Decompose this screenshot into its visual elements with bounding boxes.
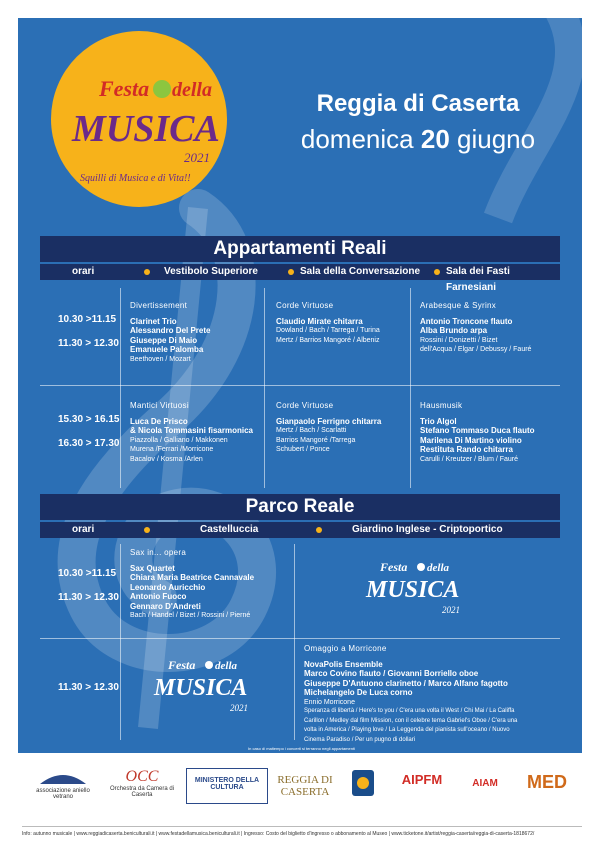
col-vestibolo: Vestibolo Superiore xyxy=(164,266,258,277)
concert-cell xyxy=(276,301,406,345)
performer: Antonio Troncone flauto xyxy=(420,316,513,326)
performer: Restituta Rando chitarra xyxy=(420,445,513,454)
performer: Emanuele Palomba xyxy=(130,345,204,354)
svg-text:2021: 2021 xyxy=(442,605,460,615)
header-bar-appartamenti xyxy=(40,264,560,293)
concert-heading: Mantici Virtuosi xyxy=(130,401,189,410)
composers: Rossini / Donizetti / Bizet xyxy=(420,336,498,344)
concert-cell xyxy=(276,401,406,455)
dot-icon xyxy=(288,269,294,275)
dot-icon xyxy=(434,269,440,275)
composers: Bach / Handel / Bizet / Rossini / Pierné xyxy=(130,612,251,619)
composers: Murena /Ferrari /Morricone xyxy=(130,446,214,453)
svg-text:MUSICA: MUSICA xyxy=(154,675,248,701)
composers: Bacalov / Kosma /Arlen xyxy=(130,455,203,463)
composers: Beethoven / Mozart xyxy=(130,355,191,363)
concert-heading: Corde Virtuose xyxy=(276,301,334,310)
dot-icon xyxy=(316,527,322,533)
sponsor-logo: AIPFM xyxy=(401,772,443,787)
performer: Stefano Tommaso Duca flauto xyxy=(420,426,535,435)
performer: Gianpaolo Ferrigno chitarra xyxy=(276,416,382,426)
sponsor-logo: MINISTERO DELLA CULTURA xyxy=(186,768,268,804)
sponsor-logo: MED xyxy=(527,772,567,792)
date-prefix: domenica xyxy=(300,124,414,154)
performer: Sax Quartet xyxy=(130,563,175,573)
logo-year: 2021 xyxy=(184,150,210,165)
col-giardino: Giardino Inglese - Criptoportico xyxy=(352,524,503,535)
title-block xyxy=(268,90,568,155)
time-slot: 11.30 > 12.30 xyxy=(58,592,119,603)
dot-icon xyxy=(144,527,150,533)
composers: Mertz / Bach / Scarlatti xyxy=(276,427,347,434)
performer: Trio Algol xyxy=(420,416,457,426)
date-day: 20 xyxy=(420,124,450,154)
date-suffix: giugno xyxy=(457,124,536,154)
svg-text:MUSICA: MUSICA xyxy=(366,577,460,603)
time-slot: 16.30 > 17.30 xyxy=(58,438,120,449)
concert-cell xyxy=(130,401,260,464)
concert-cell xyxy=(130,548,290,621)
performer: Antonio Fuoco xyxy=(130,592,187,601)
concert-heading: Hausmusik xyxy=(420,401,463,410)
pieces: Speranza di libertà / Here's to you / C'era una volta il West / Chi Mai / La Califfa xyxy=(304,708,515,714)
footer-info: Info: autunno musicale | www.reggiadicaserta.beniculturali.it | www.festadellamusica.beniculturali.it | Ingresso: Costo del biglietto d'ingresso o abbonamento al Museo | www.ticketone.it/artist/reggia-caserta/reggia-di-caserta-1818672/ xyxy=(22,826,582,837)
performer: Alessandro Del Prete xyxy=(130,326,211,335)
dot-icon xyxy=(144,269,150,275)
event-date xyxy=(268,124,568,155)
performer: Marco Covino flauto / Giovanni Borriello oboe xyxy=(304,669,479,678)
performer: Marilena Di Martino violino xyxy=(420,435,522,445)
composers: Piazzolla / Galliano / Makkonen xyxy=(130,436,228,444)
svg-text:della: della xyxy=(215,660,237,672)
performer: Giuseppe Di Maio xyxy=(130,335,198,345)
composers: Dowland / Bach / Tarrega / Turina xyxy=(276,327,380,334)
composers: Mertz / Barrios Mangoré / Albeniz xyxy=(276,336,380,344)
performer: Alba Brundo arpa xyxy=(420,326,488,335)
composers: dell'Acqua / Elgar / Debussy / Fauré xyxy=(420,346,532,353)
col-orari: orari xyxy=(72,524,95,535)
logo-word-della: della xyxy=(172,79,212,101)
concert-heading: Corde Virtuose xyxy=(276,401,334,410)
sponsor-row xyxy=(20,768,580,808)
performer: Leonardo Auricchio xyxy=(130,582,206,592)
logo-tagline: Squilli di Musica e di Vita!! xyxy=(80,173,191,184)
pieces: Carillon / Medley dal film Mission, con il celebre tema Gabriel's Oboe / C'era una xyxy=(304,717,518,724)
time-slot: 11.30 > 12.30 xyxy=(58,682,119,693)
logo-word-festa: Festa xyxy=(99,76,150,101)
svg-text:Festa: Festa xyxy=(380,560,408,574)
performer: Luca De Prisco xyxy=(130,416,188,426)
festa-logo-white-left xyxy=(146,651,266,721)
composer-name: Ennio Morricone xyxy=(304,698,355,706)
header-bar-parco xyxy=(40,522,560,538)
composers: Barrios Mangoré /Tarrega xyxy=(276,436,356,444)
svg-text:Festa: Festa xyxy=(168,658,196,672)
col-conversazione: Sala della Conversazione xyxy=(300,266,421,277)
sponsor-logo: AIAM xyxy=(472,778,498,789)
pieces: volta in America / Playing love / La Leggenda del pianista sull'oceano / Nuovo xyxy=(304,727,510,733)
performer: Gennaro D'Andreti xyxy=(130,601,201,611)
festa-della-musica-logo xyxy=(44,26,234,212)
col-orari: orari xyxy=(72,266,95,277)
festa-logo-white-right xyxy=(358,553,478,623)
performer: Chiara Maria Beatrice Cannavale xyxy=(130,573,255,582)
concert-cell xyxy=(420,301,558,355)
time-slot: 15.30 > 16.15 xyxy=(58,414,120,425)
performer: Claudio Mirate chitarra xyxy=(276,316,363,326)
time-slot: 10.30 >11.15 xyxy=(58,568,117,579)
composers: Carulli / Kreutzer / Blum / Fauré xyxy=(420,455,519,463)
time-slot: 10.30 >11.15 xyxy=(58,314,117,325)
section-title-parco: Parco Reale xyxy=(40,494,560,520)
venue-title: Reggia di Caserta xyxy=(316,90,520,117)
pieces: Cinema Paradiso / Per un pugno di dollari xyxy=(304,736,416,743)
concert-heading: Omaggio a Morricone xyxy=(304,644,387,653)
composers: Schubert / Ponce xyxy=(276,446,330,453)
col-castelluccia: Castelluccia xyxy=(200,524,259,535)
concert-heading: Divertissement xyxy=(130,301,188,310)
sponsor-logo xyxy=(346,768,380,804)
concert-heading: Arabesque & Syrinx xyxy=(420,301,497,310)
blue-panel xyxy=(18,18,582,753)
concert-cell xyxy=(304,644,564,745)
performer: NovaPolis Ensemble xyxy=(304,659,383,669)
concert-cell xyxy=(130,301,260,364)
sponsor-logo: associazione aniello vetrano xyxy=(28,768,98,804)
sponsor-logo: REGGIA DI CASERTA xyxy=(277,774,333,798)
time-slot: 11.30 > 12.30 xyxy=(58,338,119,349)
performer: Clarinet Trio xyxy=(130,316,177,326)
concert-cell xyxy=(420,401,558,464)
col-fasti: Sala dei Fasti Farnesiani xyxy=(446,266,510,293)
logo-word-musica: MUSICA xyxy=(72,108,220,150)
svg-text:2021: 2021 xyxy=(230,703,248,713)
weather-note: In caso di maltempo i concerti si terranno negli appartamenti xyxy=(248,746,355,751)
performer: Giuseppe D'Antuono clarinetto / Marco Alfano fagotto xyxy=(304,678,508,688)
svg-text:della: della xyxy=(427,562,449,574)
section-title-appartamenti: Appartamenti Reali xyxy=(40,236,560,262)
sponsor-logo: OCC Orchestra da Camera di Caserta xyxy=(109,768,175,798)
concert-heading: Sax in... opera xyxy=(130,548,187,557)
performer: Michelangelo De Luca corno xyxy=(304,688,413,697)
performer: & Nicola Tommasini fisarmonica xyxy=(130,426,253,435)
